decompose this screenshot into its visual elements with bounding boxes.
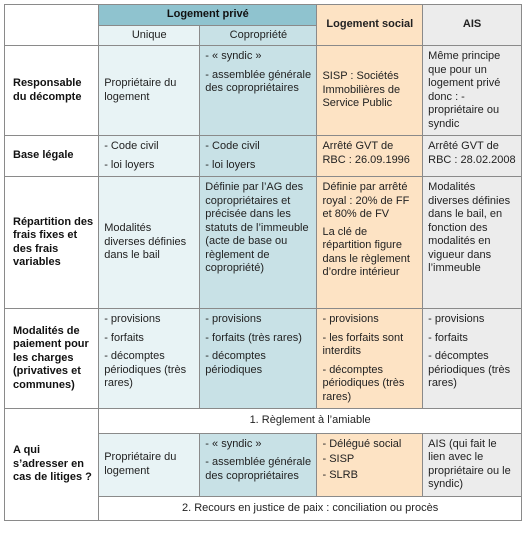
row-repartition [5, 177, 522, 309]
row-litiges-step1 [5, 409, 522, 434]
cell-base-unique [99, 136, 200, 177]
list-item: - « syndic » [205, 437, 262, 450]
cell-litiges-step1: 1. Règlement à l’amiable [99, 409, 522, 434]
list-item: - loi loyers [205, 158, 256, 171]
list-item: - les forfaits sont interdits [322, 331, 404, 357]
list-item: - assemblée générale des copropriétaires [205, 456, 312, 482]
list-item: - Code civil [205, 140, 260, 152]
cell-responsable-social: SISP : Sociétés Immobilières de Service Public [317, 46, 423, 136]
cell-modalites-ais [423, 309, 522, 409]
cell-base-copro [200, 136, 317, 177]
paragraph: Définie par arrêté royal : 20% de FF et 80% de FV [322, 181, 410, 220]
list-item: - assemblée générale des copropriétaires [205, 68, 312, 94]
cell-litiges-copro [200, 433, 317, 496]
list-item: - provisions [205, 313, 262, 325]
list-item: - décomptes périodiques (très rares) [104, 350, 187, 389]
paragraph: La clé de répartition figure dans le règlement d’ordre intérieur [322, 225, 410, 278]
cell-base-social: Arrêté GVT de RBC : 26.09.1996 [317, 136, 423, 177]
row-label-repartition: Répartition des frais fixes et des frais variables [5, 177, 99, 309]
list-item: - Délégué social [322, 437, 402, 450]
cell-modalites-unique [99, 309, 200, 409]
list-item: - SISP [322, 453, 355, 465]
corner-cell [5, 5, 99, 46]
list-item: - SLRB [322, 468, 358, 481]
row-base-legale [5, 136, 522, 177]
comparison-table [4, 4, 522, 521]
row-modalites [5, 309, 522, 409]
cell-litiges-step2: 2. Recours en justice de paix : conciliation ou procès [99, 496, 522, 521]
row-label-responsable: Responsable du décompte [5, 46, 99, 136]
list-item: - forfaits (très rares) [205, 331, 302, 344]
list-item: - loi loyers [104, 158, 155, 171]
header-unique: Unique [99, 25, 200, 46]
cell-modalites-copro [200, 309, 317, 409]
list-item: - provisions [428, 313, 485, 325]
cell-base-ais: Arrêté GVT de RBC : 28.02.2008 [423, 136, 522, 177]
cell-responsable-unique: Propriétaire du logement [99, 46, 200, 136]
list-item: - décomptes périodiques (très rares) [322, 363, 405, 403]
header-ais: AIS [423, 5, 522, 46]
cell-repartition-copro: Définie par l’AG des copropriétaires et précisée dans les statuts de l’immeuble (acte de base ou règlement de copropriété) [200, 177, 317, 309]
cell-repartition-social [317, 177, 423, 309]
row-label-litiges: A qui s’adresser en cas de litiges ? [5, 409, 99, 521]
header-logement-social: Logement social [317, 5, 423, 46]
cell-responsable-copro [200, 46, 317, 136]
list-item: - provisions [104, 313, 161, 325]
cell-litiges-ais: AIS (qui fait le lien avec le propriétaire ou le syndic) [423, 433, 522, 496]
cell-repartition-unique: Modalités diverses définies dans le bail [99, 177, 200, 309]
cell-litiges-unique: Propriétaire du logement [99, 433, 200, 496]
list-item: - forfaits [428, 331, 468, 344]
list-item: - provisions [322, 313, 379, 325]
cell-repartition-ais: Modalités diverses définies dans le bail, en fonction des modalités en vigueur dans l’immeuble [423, 177, 522, 309]
header-logement-prive: Logement privé [99, 5, 317, 26]
list-item: - Code civil [104, 140, 159, 152]
row-responsable [5, 46, 522, 136]
list-item: - forfaits [104, 331, 144, 344]
list-item: - décomptes périodiques [205, 350, 266, 376]
row-label-modalites: Modalités de paiement pour les charges (privatives et communes) [5, 309, 99, 409]
header-copropriete: Copropriété [200, 25, 317, 46]
list-item: - décomptes périodiques (très rares) [428, 350, 511, 389]
row-label-base-legale: Base légale [5, 136, 99, 177]
cell-modalites-social [317, 309, 423, 409]
cell-litiges-social [317, 433, 423, 496]
list-item: - « syndic » [205, 50, 262, 62]
cell-responsable-ais: Même principe que pour un logement privé donc : -propriétaire ou syndic [423, 46, 522, 136]
